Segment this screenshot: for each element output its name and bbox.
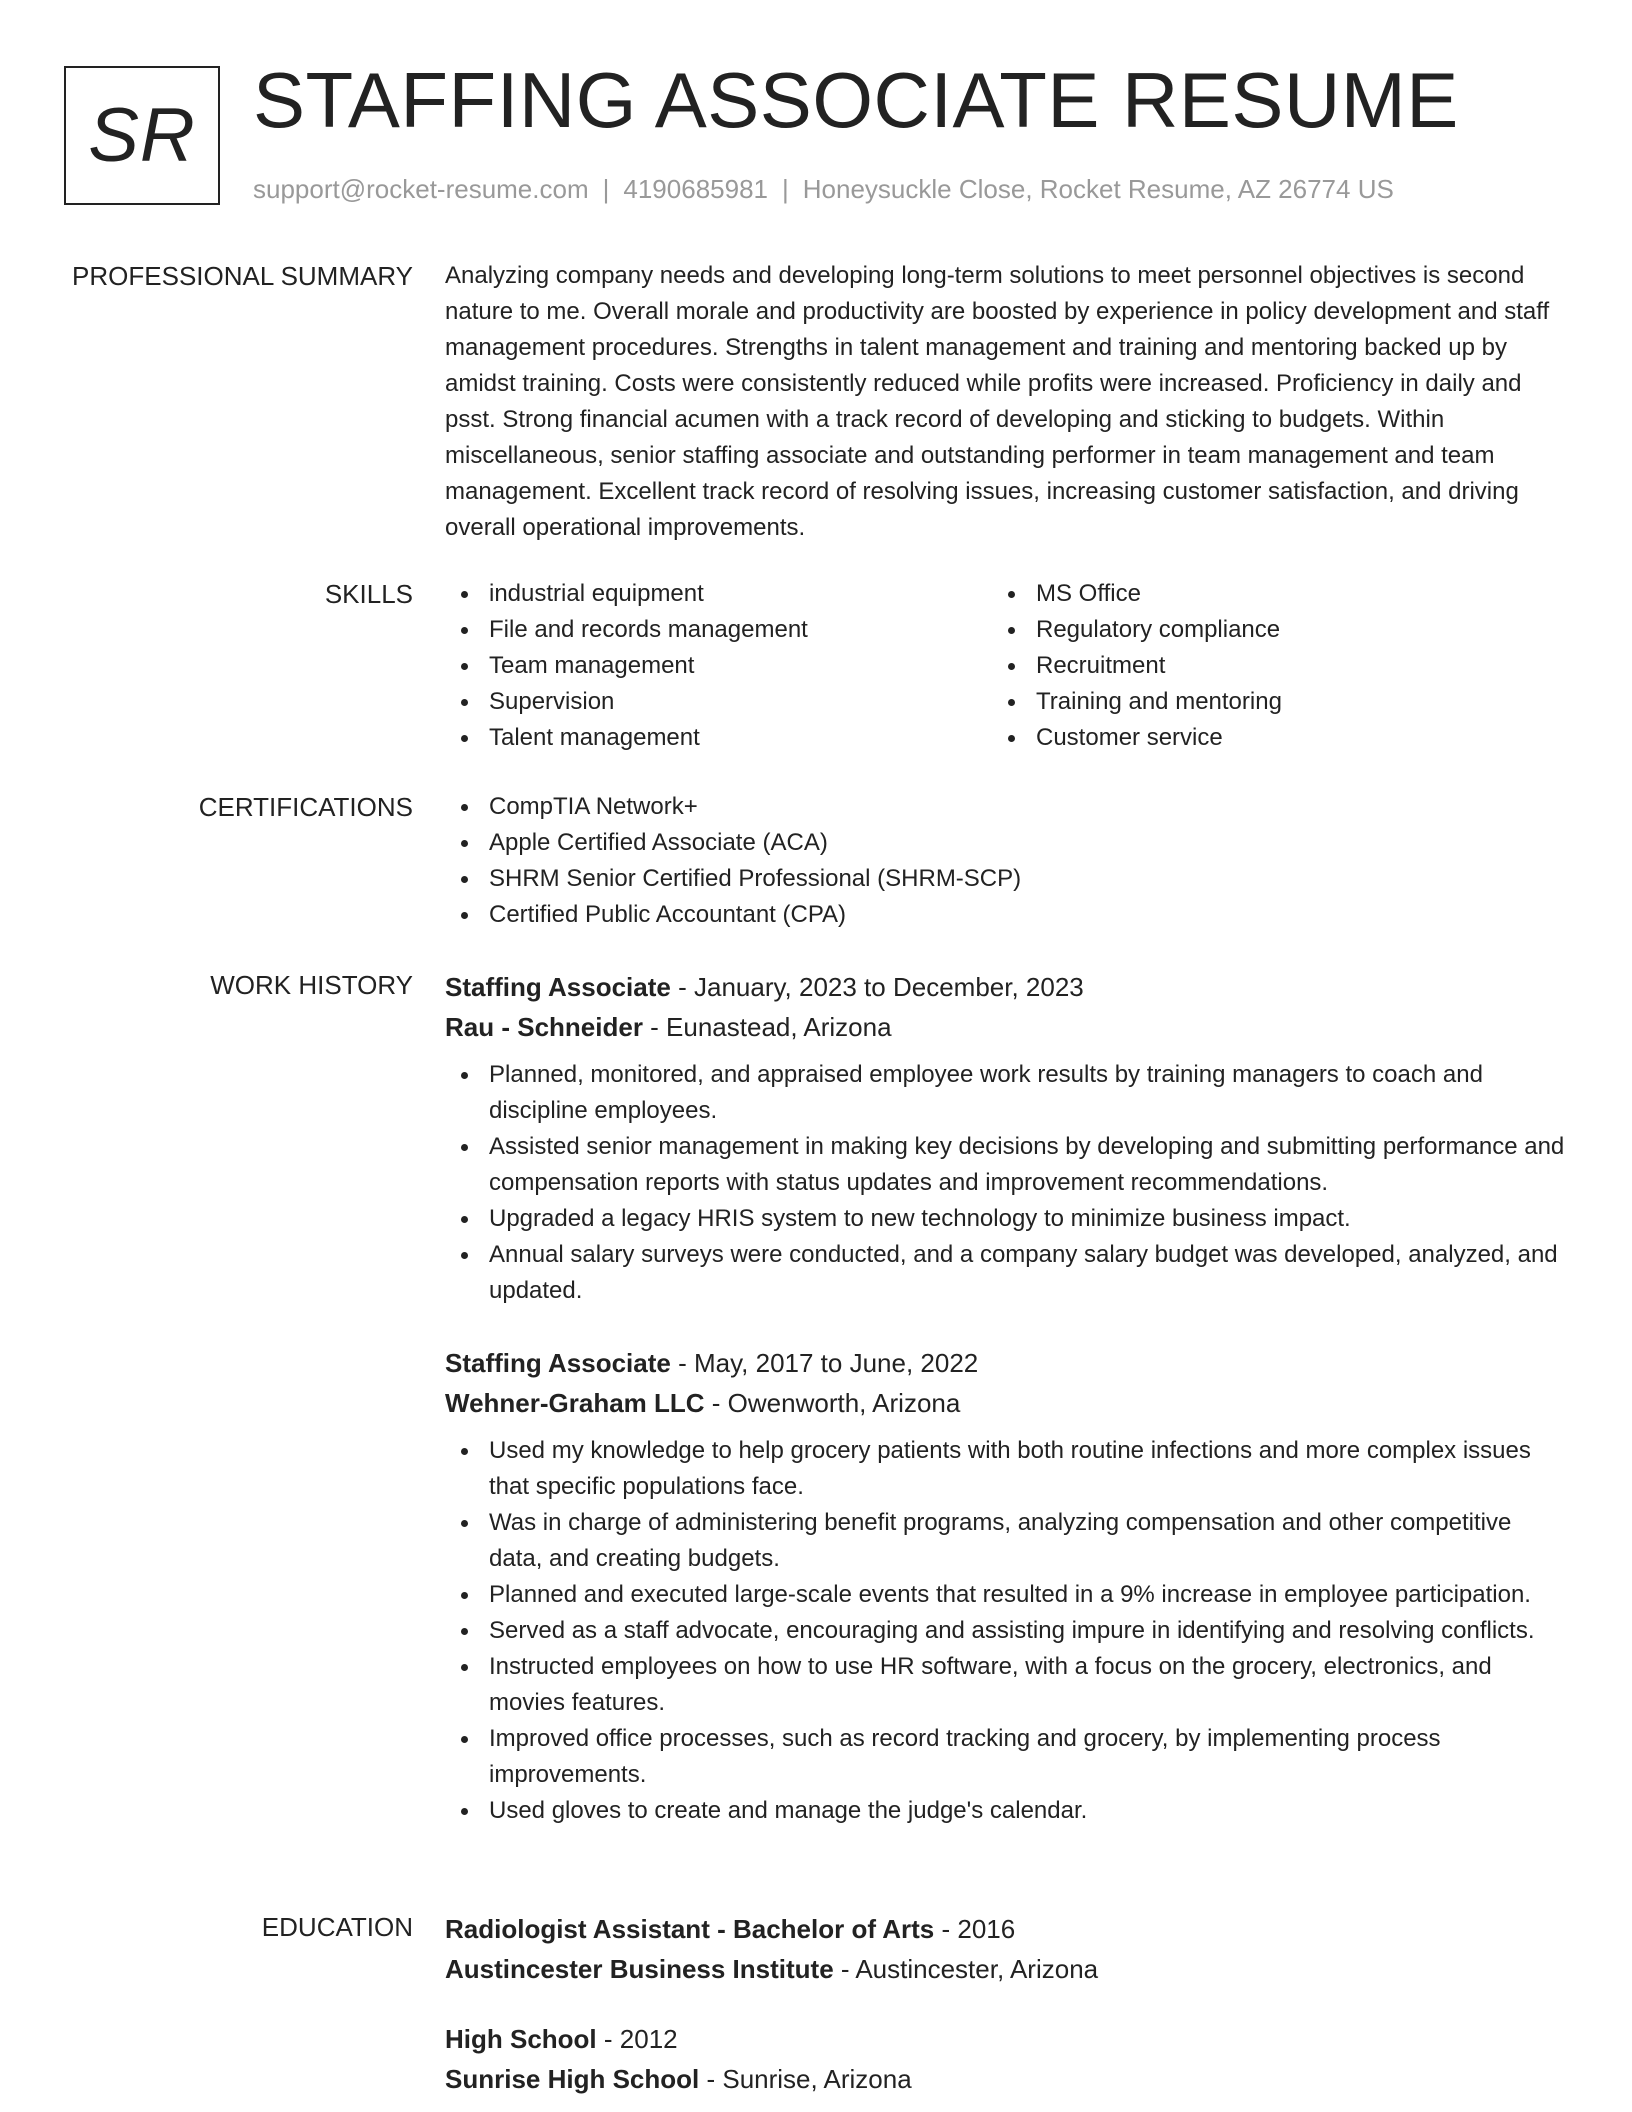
education-location: - Austincester, Arizona [833, 1954, 1099, 1984]
certifications-list [445, 789, 1565, 933]
education-school-line [445, 2059, 1565, 2099]
skill-item: industrial equipment [445, 576, 992, 612]
contact-phone: 4190685981 [623, 174, 768, 204]
job-title-line [445, 1343, 1565, 1383]
contact-separator: | [602, 174, 610, 204]
job-title-line [445, 967, 1565, 1007]
job-bullet: Used gloves to create and manage the judge's calendar. [445, 1793, 1565, 1829]
job-bullet: Instructed employees on how to use HR software, with a focus on the grocery, electronics, and movies features. [445, 1649, 1565, 1721]
education-degree: High School [445, 2024, 597, 2054]
job-title: Staffing Associate [445, 972, 671, 1002]
resume-title: STAFFING ASSOCIATE RESUME [253, 56, 1459, 144]
job-bullet: Annual salary surveys were conducted, and a company salary budget was developed, analyzed, and updated. [445, 1237, 1565, 1309]
work-history-label: WORK HISTORY [210, 970, 413, 1000]
skills-label: SKILLS [324, 579, 413, 609]
education-year: - 2012 [596, 2024, 678, 2054]
job-title: Staffing Associate [445, 1348, 671, 1378]
summary-label: PROFESSIONAL SUMMARY [72, 261, 413, 291]
skill-item: File and records management [445, 612, 992, 648]
job-location: - Owenworth, Arizona [704, 1388, 961, 1418]
education-degree: Radiologist Assistant - Bachelor of Arts [445, 1914, 935, 1944]
job-bullet: Served as a staff advocate, encouraging and assisting impure in identifying and resolving conflicts. [445, 1613, 1565, 1649]
job-location: - Eunastead, Arizona [642, 1012, 892, 1042]
certification-item: SHRM Senior Certified Professional (SHRM-SCP) [445, 861, 1565, 897]
contact-line [253, 174, 1394, 205]
education-degree-line [445, 2019, 1565, 2059]
summary-content [445, 258, 1565, 546]
job-company: Rau - Schneider [445, 1012, 643, 1042]
job-bullet: Upgraded a legacy HRIS system to new technology to minimize business impact. [445, 1201, 1565, 1237]
education-school-line [445, 1949, 1565, 1989]
education-school: Austincester Business Institute [445, 1954, 834, 1984]
education-degree-line [445, 1909, 1565, 1949]
skill-item: Supervision [445, 684, 992, 720]
work-history-content [445, 967, 1565, 1829]
skill-item: Team management [445, 648, 992, 684]
job-entry [445, 1343, 1565, 1829]
certification-item: CompTIA Network+ [445, 789, 1565, 825]
skills-list [445, 576, 1565, 756]
job-company-line [445, 1007, 1565, 1047]
certification-item: Apple Certified Associate (ACA) [445, 825, 1565, 861]
job-bullets [445, 1057, 1565, 1309]
job-company-line [445, 1383, 1565, 1423]
education-school: Sunrise High School [445, 2064, 700, 2094]
skill-item: MS Office [992, 576, 1539, 612]
job-bullet: Was in charge of administering benefit programs, analyzing compensation and other competitive data, and creating budgets. [445, 1505, 1565, 1577]
certification-item: Certified Public Accountant (CPA) [445, 897, 1565, 933]
education-location: - Sunrise, Arizona [699, 2064, 912, 2094]
job-bullet: Planned, monitored, and appraised employee work results by training managers to coach and discipline employees. [445, 1057, 1565, 1129]
certifications-label: CERTIFICATIONS [198, 792, 413, 822]
job-bullet: Improved office processes, such as record tracking and grocery, by implementing process improvements. [445, 1721, 1565, 1793]
skill-item: Regulatory compliance [992, 612, 1539, 648]
education-entry [445, 1909, 1565, 1989]
education-entry [445, 2019, 1565, 2099]
skill-item: Talent management [445, 720, 992, 756]
contact-email: support@rocket-resume.com [253, 174, 589, 204]
job-entry [445, 967, 1565, 1309]
contact-separator: | [782, 174, 789, 204]
education-content [445, 1909, 1565, 2099]
certifications-content [445, 789, 1565, 933]
skill-item: Customer service [992, 720, 1539, 756]
education-label: EDUCATION [261, 1912, 413, 1942]
job-bullet: Planned and executed large-scale events that resulted in a 9% increase in employee participation. [445, 1577, 1565, 1613]
contact-address: Honeysuckle Close, Rocket Resume, AZ 26774 US [802, 174, 1394, 204]
education-year: - 2016 [934, 1914, 1016, 1944]
skill-item: Training and mentoring [992, 684, 1539, 720]
skills-column-left [445, 576, 992, 756]
skill-item: Recruitment [992, 648, 1539, 684]
monogram: SR [64, 66, 220, 205]
job-bullet: Assisted senior management in making key decisions by developing and submitting performance and compensation reports with status updates and improvement recommendations. [445, 1129, 1565, 1201]
job-bullets [445, 1433, 1565, 1829]
job-dates: - May, 2017 to June, 2022 [670, 1348, 979, 1378]
job-dates: - January, 2023 to December, 2023 [670, 972, 1084, 1002]
summary-text: Analyzing company needs and developing long-term solutions to meet personnel objectives is second nature to me. Overall morale and productivity are boosted by experience in policy development and staff management procedures. Strengths in talent management and training and mentoring backed up by amidst training. Costs were consistently reduced while profits were increased. Proficiency in daily and psst. Strong financial acumen with a track record of developing and sticking to budgets. Within miscellaneous, senior staffing associate and outstanding performer in team management and team management. Excellent track record of resolving issues, increasing customer satisfaction, and driving overall operational improvements. [445, 262, 1550, 541]
job-bullet: Used my knowledge to help grocery patients with both routine infections and more complex issues that specific populations face. [445, 1433, 1565, 1505]
job-company: Wehner-Graham LLC [445, 1388, 705, 1418]
skills-column-right [992, 576, 1539, 756]
